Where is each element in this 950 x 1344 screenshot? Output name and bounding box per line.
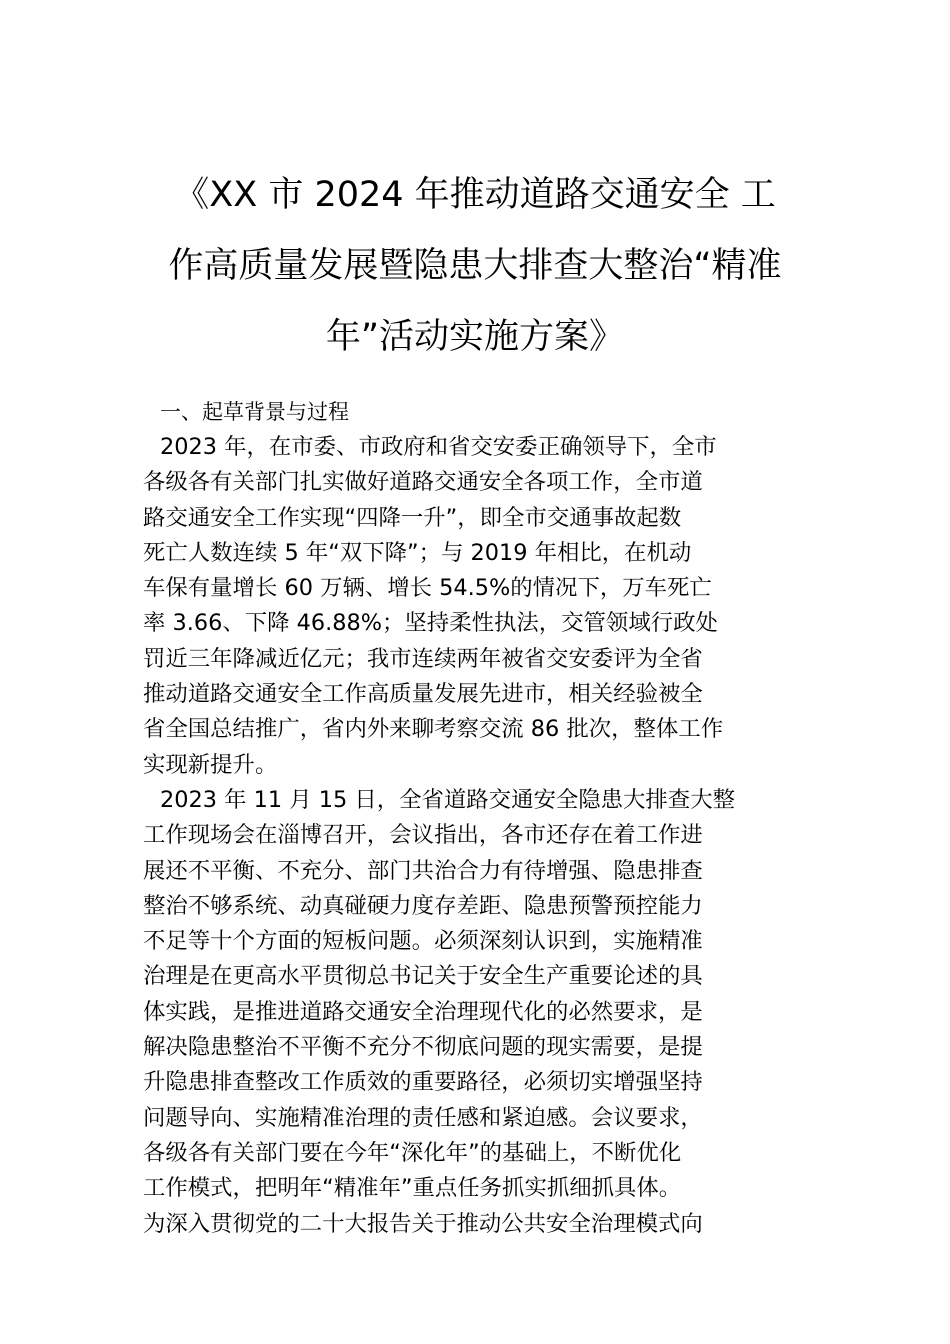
paragraph-line: 2023 年 11 月 15 日，全省道路交通安全隐患大排查大整 <box>160 786 735 813</box>
paragraph-line: 死亡人数连续 5 年“双下降”；与 2019 年相比，在机动 <box>143 539 692 566</box>
document-body <box>143 395 815 1242</box>
paragraph-line: 升隐患排查整改工作质效的重要路径，必须切实增强坚持 <box>143 1069 703 1096</box>
paragraph-line: 2023 年，在市委、市政府和省交安委正确领导下，全市 <box>160 434 717 460</box>
paragraph-line: 工作模式，把明年“精准年”重点任务抓实抓细抓具体。 <box>143 1175 682 1202</box>
paragraph-line: 问题导向、实施精准治理的责任感和紧迫感。会议要求， <box>143 1104 703 1131</box>
paragraph-line: 体实践，是推进道路交通安全治理现代化的必然要求，是 <box>143 998 703 1025</box>
paragraph-meeting <box>143 783 815 1242</box>
paragraph-line: 治理是在更高水平贯彻总书记关于安全生产重要论述的具 <box>143 963 703 990</box>
paragraph-line: 展还不平衡、不充分、部门共治合力有待增强、隐患排查 <box>143 857 703 884</box>
paragraph-line: 为深入贯彻党的二十大报告关于推动公共安全治理模式向 <box>143 1210 703 1237</box>
paragraph-line: 不足等十个方面的短板问题。必须深刻认识到，实施精准 <box>143 928 703 955</box>
paragraph-line: 率 3.66、下降 46.88%；坚持柔性执法，交管领域行政处 <box>143 610 718 637</box>
paragraph-line: 省全国总结推广，省内外来聊考察交流 86 批次，整体工作 <box>143 716 724 743</box>
paragraph-line: 车保有量增长 60 万辆、增长 54.5%的情况下，万车死亡 <box>143 575 712 602</box>
paragraph-line: 罚近三年降减近亿元；我市连续两年被省交安委评为全省 <box>143 645 703 672</box>
paragraph-line: 各级各有关部门扎实做好道路交通安全各项工作，全市道 <box>143 469 703 496</box>
paragraph-line: 推动道路交通安全工作高质量发展先进市，相关经验被全 <box>143 681 703 708</box>
paragraph-line: 实现新提升。 <box>143 751 278 778</box>
title-line: 年”活动实施方案》 <box>325 317 625 357</box>
paragraph-line: 各级各有关部门要在今年“深化年”的基础上，不断优化 <box>143 1139 682 1166</box>
title-line: 作高质量发展暨隐患大排查大整治“精准 <box>168 246 782 286</box>
section-heading: 一、起草背景与过程 <box>160 400 349 424</box>
paragraph-background <box>143 430 815 783</box>
paragraph-line: 整治不够系统、动真碰硬力度存差距、隐患预警预控能力 <box>143 892 703 919</box>
title-line: 《XX 市 2024 年推动道路交通安全 工 <box>174 175 776 215</box>
paragraph-line: 路交通安全工作实现“四降一升”，即全市交通事故起数 <box>143 504 682 531</box>
paragraph-line: 工作现场会在淄博召开，会议指出，各市还存在着工作进 <box>143 822 703 849</box>
document-title <box>140 160 810 373</box>
paragraph-line: 解决隐患整治不平衡不充分不彻底问题的现实需要，是提 <box>143 1034 703 1061</box>
